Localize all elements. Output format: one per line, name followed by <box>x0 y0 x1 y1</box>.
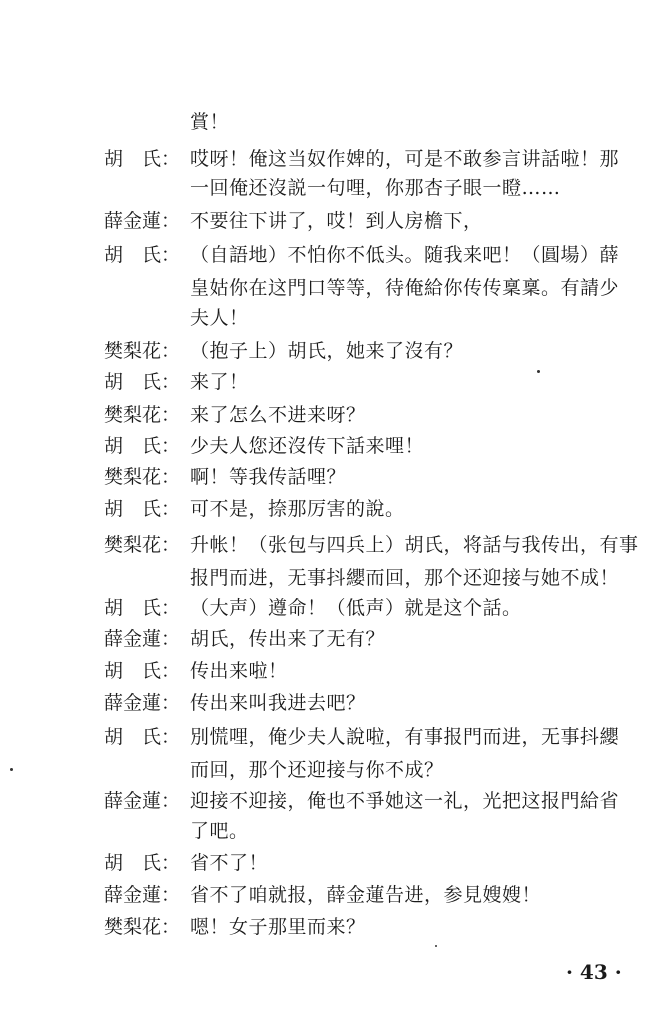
dialogue-text: 哎呀！俺这当奴作婢的，可是不敢参言讲話啦！那 <box>190 148 620 170</box>
dialogue-text: 啊！等我传話哩？ <box>190 466 347 488</box>
speaker-label: 樊梨花： <box>104 916 181 938</box>
dialogue-text: 传出来啦！ <box>190 660 288 682</box>
speaker-label: 胡 氏： <box>104 660 181 682</box>
speaker-label: 胡 氏： <box>104 726 181 748</box>
dialogue-text: 少夫人您还沒传下話来哩！ <box>190 435 425 457</box>
dialogue-text: 夫人！ <box>190 307 249 329</box>
speaker-label: 樊梨花： <box>104 340 181 362</box>
speaker-label: 胡 氏： <box>104 852 181 874</box>
dialogue-text: 不要往下讲了，哎！到人房檐下， <box>190 210 483 232</box>
dialogue-text: （自語地）不怕你不低头。随我来吧！（圓場）薛 <box>190 244 620 266</box>
speaker-label: 樊梨花： <box>104 534 181 556</box>
dialogue-text: 来了！ <box>190 371 249 393</box>
speaker-label: 胡 氏： <box>104 244 181 266</box>
speaker-label: 胡 氏： <box>104 597 181 619</box>
dialogue-text: 賞！ <box>190 111 230 133</box>
print-speck <box>10 768 13 771</box>
speaker-label: 薛金蓮： <box>104 210 181 232</box>
speaker-label: 胡 氏： <box>104 435 181 457</box>
dialogue-text: 別慌哩，俺少夫人說啦，有事报門而进，无事抖纓 <box>190 726 620 748</box>
speaker-label: 薛金蓮： <box>104 692 181 714</box>
print-speck <box>435 945 437 947</box>
speaker-label: 胡 氏： <box>104 371 181 393</box>
speaker-label: 薛金蓮： <box>104 628 181 650</box>
dialogue-text: 皇姑你在这門口等等，待俺給你传传稟稟。有請少 <box>190 277 620 299</box>
dialogue-text: 升帐！（张包与四兵上）胡氏，将話与我传出，有事 <box>190 534 639 556</box>
dialogue-text: （大声）遵命！（低声）就是这个話。 <box>190 597 522 619</box>
speaker-label: 胡 氏： <box>104 148 181 170</box>
dialogue-text: （抱子上）胡氏，她来了沒有？ <box>190 340 464 362</box>
speaker-label: 胡 氏： <box>104 498 181 520</box>
speaker-label: 薛金蓮： <box>104 790 181 812</box>
speaker-label: 樊梨花： <box>104 466 181 488</box>
speaker-label: 薛金蓮： <box>104 884 181 906</box>
dialogue-text: 省不了！ <box>190 852 269 874</box>
dialogue-text: 来了怎么不进来呀？ <box>190 404 366 426</box>
dialogue-text: 省不了咱就报，薛金蓮告进，参見嫂嫂！ <box>190 884 542 906</box>
dialogue-text: 而回，那个还迎接与你不成？ <box>190 759 444 781</box>
dialogue-text: 报門而进，无事抖纓而回，那个还迎接与她不成！ <box>190 567 620 589</box>
dialogue-text: 一回俺还沒説一句哩，你那杏子眼一瞪…… <box>190 177 561 199</box>
dialogue-text: 胡氏，传出来了无有？ <box>190 628 386 650</box>
dialogue-text: 迎接不迎接，俺也不爭她这一礼，光把这报門給省 <box>190 790 620 812</box>
dialogue-text: 传出来叫我进去吧？ <box>190 692 366 714</box>
print-speck <box>537 370 540 373</box>
page-number: · 43 · <box>566 960 622 984</box>
speaker-label: 樊梨花： <box>104 404 181 426</box>
dialogue-text: 了吧。 <box>190 820 249 842</box>
dialogue-text: 嗯！女子那里而来？ <box>190 916 366 938</box>
dialogue-text: 可不是，捺那厉害的說。 <box>190 498 405 520</box>
